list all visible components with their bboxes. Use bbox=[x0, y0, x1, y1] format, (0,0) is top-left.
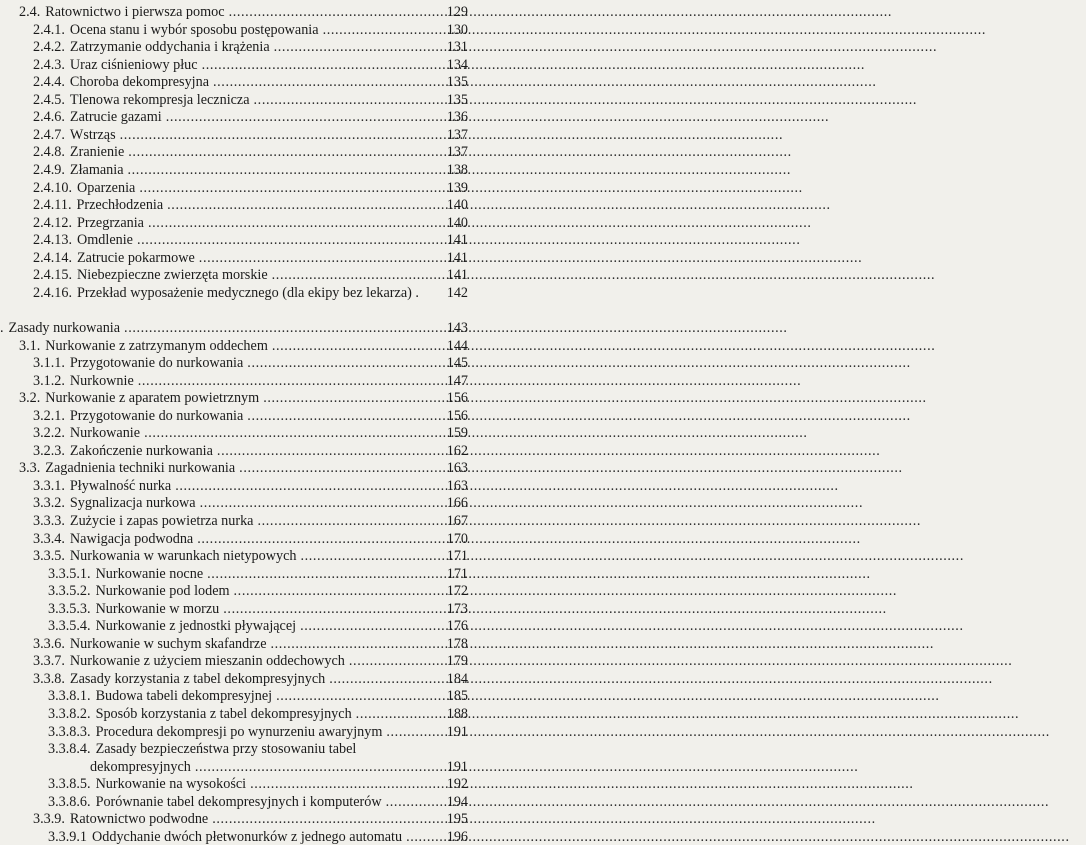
toc-entry-number: 2.4.11. bbox=[33, 197, 72, 214]
dot-leader bbox=[200, 495, 443, 511]
toc-entry-page: 194 bbox=[446, 793, 468, 810]
toc-entry-page: 163 bbox=[446, 460, 468, 477]
toc-entry-number: 3.3.9. bbox=[33, 811, 65, 828]
toc-entry-title: dekompresyjnych bbox=[90, 758, 191, 775]
toc-entry-title: Zasady nurkowania bbox=[8, 319, 121, 336]
toc-entry bbox=[33, 406, 468, 424]
toc-entry bbox=[48, 739, 468, 757]
dot-leader bbox=[199, 250, 443, 266]
dot-leader bbox=[300, 618, 443, 634]
dot-leader bbox=[254, 92, 443, 108]
toc-entry-number: 2.4.13. bbox=[33, 232, 73, 249]
toc-entry-page: 195 bbox=[446, 811, 468, 828]
toc-entry bbox=[19, 458, 468, 476]
toc-entry-page: 135 bbox=[446, 74, 468, 91]
toc-entry bbox=[33, 72, 468, 90]
toc-entry-number: 2.4.6. bbox=[33, 109, 65, 126]
toc-entry-page: 192 bbox=[446, 776, 468, 793]
toc-entry-page: 188 bbox=[446, 706, 468, 722]
toc-entry-number: 3.3.9.1 bbox=[48, 828, 88, 845]
toc-entry-page: 196 bbox=[446, 828, 468, 845]
dot-leader bbox=[148, 215, 443, 231]
dot-leader bbox=[239, 460, 443, 476]
dot-leader bbox=[386, 794, 443, 810]
toc-entry-title: Ratownictwo i pierwsza pomoc bbox=[45, 4, 225, 20]
toc-entry-title: Zużycie i zapas powietrza nurka bbox=[69, 513, 254, 529]
toc-entry bbox=[33, 353, 468, 371]
dot-leader bbox=[229, 4, 443, 20]
toc-entry-title: Omdlenie bbox=[77, 232, 133, 249]
toc-entry bbox=[33, 441, 468, 459]
dot-leader bbox=[247, 355, 443, 371]
toc-entry-title: Złamania bbox=[69, 162, 124, 178]
toc-entry-number: 2.4.10. bbox=[33, 179, 73, 196]
dot-leader bbox=[406, 829, 443, 845]
toc-entry bbox=[48, 581, 468, 599]
toc-entry-title: Zatrucie pokarmowe bbox=[77, 249, 195, 266]
toc-entry-number: 3.3.4. bbox=[33, 530, 65, 547]
toc-entry-page: 144 bbox=[446, 337, 468, 354]
toc-entry bbox=[33, 213, 468, 231]
dot-leader bbox=[202, 57, 443, 73]
dot-leader bbox=[195, 759, 443, 775]
toc-entry bbox=[33, 20, 468, 38]
dot-leader bbox=[349, 653, 443, 669]
dot-leader bbox=[128, 162, 444, 178]
toc-entry-page: 171 bbox=[446, 565, 468, 582]
toc-entry-title: Nawigacja podwodna bbox=[69, 530, 194, 547]
dot-leader bbox=[212, 811, 443, 827]
toc-entry-title: Zasady korzystania z tabel dekompresyjnych bbox=[69, 670, 326, 687]
toc-entry-number: 3.3.8. bbox=[33, 670, 65, 687]
toc-entry bbox=[48, 774, 468, 792]
toc-entry bbox=[33, 651, 468, 669]
dot-leader bbox=[386, 724, 443, 740]
dot-leader bbox=[356, 706, 443, 722]
toc-page bbox=[0, 0, 500, 845]
toc-entry-title: Nurkowanie z jednostki pływającej bbox=[95, 618, 297, 635]
toc-entry-title: Ratownictwo podwodne bbox=[69, 811, 209, 828]
toc-entry-page: 141 bbox=[446, 267, 468, 284]
toc-entry-page: 176 bbox=[446, 618, 468, 635]
toc-entry-number: 2.4. bbox=[19, 4, 41, 20]
toc-entry-page: 137 bbox=[446, 144, 468, 161]
dot-leader bbox=[124, 320, 443, 336]
toc-entry bbox=[33, 669, 468, 687]
toc-entry-page: 170 bbox=[446, 530, 468, 547]
toc-entry-page: 159 bbox=[446, 425, 468, 442]
toc-entry-title: Przegrzania bbox=[77, 214, 144, 231]
toc-entry-title: Ocena stanu i wybór sposobu postępowania bbox=[69, 21, 319, 38]
toc-entry-page: 147 bbox=[446, 372, 468, 389]
toc-entry bbox=[48, 827, 468, 845]
toc-entry bbox=[48, 564, 468, 582]
toc-entry-page: 130 bbox=[446, 21, 468, 38]
toc-entry-number: 3.3. bbox=[19, 460, 41, 477]
toc-entry bbox=[33, 55, 468, 73]
toc-entry-title: Sygnalizacja nurkowa bbox=[69, 495, 196, 512]
dot-leader bbox=[144, 425, 443, 441]
toc-entry bbox=[33, 809, 468, 827]
dot-leader bbox=[175, 478, 443, 494]
dot-leader bbox=[300, 548, 443, 564]
dot-leader bbox=[207, 566, 443, 582]
dot-leader bbox=[167, 197, 443, 213]
toc-entry-page: 185 bbox=[446, 688, 468, 705]
toc-entry-title: Zatrucie gazami bbox=[69, 109, 162, 126]
toc-entry-number: 2.4.14. bbox=[33, 249, 73, 266]
toc-entry bbox=[90, 757, 468, 775]
toc-entry bbox=[33, 160, 468, 178]
toc-entry bbox=[33, 283, 468, 301]
toc-entry bbox=[48, 616, 468, 634]
toc-entry-title: Uraz ciśnieniowy płuc bbox=[69, 56, 198, 73]
dot-leader bbox=[213, 74, 443, 90]
dot-leader bbox=[250, 776, 443, 792]
toc-entry-number: 3.2.2. bbox=[33, 425, 65, 442]
dot-leader bbox=[329, 671, 443, 687]
toc-entry-title: Nurkowanie nocne bbox=[95, 565, 204, 582]
dot-leader bbox=[276, 688, 443, 704]
toc-entry-title: Oddychanie dwóch płetwonurków z jednego automatu bbox=[92, 828, 403, 845]
toc-entry-page: 138 bbox=[446, 162, 468, 178]
dot-leader bbox=[197, 531, 443, 547]
dot-leader bbox=[217, 443, 443, 459]
toc-entry-number: 2.4.1. bbox=[33, 21, 65, 38]
toc-entry-page: 139 bbox=[446, 179, 468, 196]
toc-entry-page: 140 bbox=[446, 214, 468, 231]
toc-entry-title: Oparzenia bbox=[77, 179, 136, 196]
dot-leader bbox=[257, 513, 443, 529]
toc-entry-title: Nurkownie bbox=[69, 372, 134, 389]
toc-entry bbox=[33, 371, 468, 389]
toc-entry bbox=[33, 423, 468, 441]
toc-entry bbox=[19, 2, 468, 20]
toc-entry-page: 178 bbox=[446, 635, 468, 652]
toc-entry-title: Zakończenie nurkowania bbox=[69, 442, 213, 459]
toc-entry bbox=[33, 37, 468, 55]
dot-leader bbox=[247, 408, 443, 424]
toc-entry-title: Zranienie bbox=[69, 144, 125, 161]
toc-entry-number: 3.2.1. bbox=[33, 407, 65, 424]
toc-entry-number: 3.1. bbox=[19, 337, 41, 354]
toc-entry bbox=[33, 230, 468, 248]
toc-entry-page: 179 bbox=[446, 653, 468, 670]
toc-entry-number: 3.3.8.3. bbox=[48, 723, 91, 740]
toc-entry-page: 140 bbox=[446, 197, 468, 214]
dot-leader bbox=[223, 601, 443, 617]
toc-entry bbox=[33, 248, 468, 266]
toc-entry-number: 2.4.8. bbox=[33, 144, 65, 161]
toc-entry-page: 162 bbox=[446, 442, 468, 459]
dot-leader bbox=[272, 267, 443, 283]
toc-entry-number: 2.4.7. bbox=[33, 126, 65, 143]
toc-entry-number: . bbox=[0, 319, 4, 336]
toc-entry-number: 3.3.5.2. bbox=[48, 583, 91, 600]
toc-entry-number: 3.3.8.5. bbox=[48, 776, 91, 793]
toc-entry-number: 3.3.2. bbox=[33, 495, 65, 512]
toc-entry-number: 2.4.5. bbox=[33, 91, 65, 108]
toc-entry-number: 2.4.3. bbox=[33, 56, 65, 73]
toc-entry-title: Nurkowanie w morzu bbox=[95, 600, 220, 617]
toc-entry bbox=[33, 107, 468, 125]
toc-entry-number: 3.3.3. bbox=[33, 513, 65, 529]
toc-entry bbox=[33, 529, 468, 547]
toc-entry-page: 135 bbox=[446, 91, 468, 108]
toc-entry-title: Zasady bezpieczeństwa przy stosowaniu tabel bbox=[95, 741, 357, 758]
toc-entry-page: 171 bbox=[446, 548, 468, 565]
toc-entry-page: 166 bbox=[446, 495, 468, 512]
toc-entry-number: 3.2. bbox=[19, 390, 41, 407]
toc-entry-page: 129 bbox=[446, 4, 468, 20]
toc-entry-title: Nurkowanie z aparatem powietrznym bbox=[45, 390, 260, 407]
toc-entry bbox=[33, 195, 468, 213]
toc-entry-title: Budowa tabeli dekompresyjnej bbox=[95, 688, 273, 705]
toc-entry-number: 3.3.7. bbox=[33, 653, 65, 670]
dot-leader bbox=[234, 583, 443, 599]
toc-entry-page: 167 bbox=[446, 513, 468, 529]
toc-entry-number: 2.4.2. bbox=[33, 39, 65, 56]
toc-entry-number: 2.4.16. bbox=[33, 284, 73, 301]
toc-entry-number: 3.3.8.4. bbox=[48, 741, 91, 758]
toc-entry bbox=[33, 546, 468, 564]
toc-entry-title: Pływalność nurka bbox=[69, 477, 172, 494]
toc-entry-page: 156 bbox=[446, 407, 468, 424]
toc-entry-page: 131 bbox=[446, 39, 468, 56]
toc-entry-page: 191 bbox=[446, 723, 468, 740]
toc-entry-title: Zagadnienia techniki nurkowania bbox=[45, 460, 236, 477]
toc-entry-number: 3.3.5.1. bbox=[48, 565, 91, 582]
toc-entry-title: Choroba dekompresyjna bbox=[69, 74, 210, 91]
toc-entry-page: 142 bbox=[446, 284, 468, 301]
toc-entry-title: Nurkowania w warunkach nietypowych bbox=[69, 548, 297, 565]
toc-entry-title: Porównanie tabel dekompresyjnych i komputerów bbox=[95, 793, 382, 810]
toc-entry-page: 143 bbox=[446, 319, 468, 336]
toc-entry bbox=[48, 599, 468, 617]
toc-entry-number: 3.3.8.2. bbox=[48, 706, 91, 722]
toc-entry-title: Zatrzymanie oddychania i krążenia bbox=[69, 39, 270, 56]
toc-entry-title: Nurkowanie z zatrzymanym oddechem bbox=[45, 337, 268, 354]
toc-entry-title: Nurkowanie z użyciem mieszanin oddechowych bbox=[69, 653, 345, 670]
toc-entry-page: 184 bbox=[446, 670, 468, 687]
dot-leader bbox=[128, 144, 443, 160]
toc-entry-title: Przekład wyposażenie medycznego (dla ekipy bez lekarza) . bbox=[77, 284, 419, 301]
toc-entry-title: Sposób korzystania z tabel dekompresyjnych bbox=[95, 706, 352, 722]
dot-leader bbox=[272, 338, 443, 354]
toc-entry bbox=[33, 476, 468, 494]
toc-entry bbox=[48, 704, 468, 722]
toc-entry bbox=[33, 511, 468, 529]
toc-entry-page: 134 bbox=[446, 56, 468, 73]
toc-entry-number: 3.1.1. bbox=[33, 355, 65, 371]
toc-entry-title: Tlenowa rekompresja lecznicza bbox=[69, 91, 250, 108]
toc-entry bbox=[48, 792, 468, 810]
toc-entry-page: 145 bbox=[446, 355, 468, 371]
toc-entry-title: Nurkowanie na wysokości bbox=[95, 776, 247, 793]
toc-entry-page: 141 bbox=[446, 249, 468, 266]
toc-entry bbox=[33, 142, 468, 160]
toc-entry-title: Nurkowanie pod lodem bbox=[95, 583, 230, 600]
toc-entry-title: Wstrząs bbox=[69, 126, 116, 143]
toc-entry-title: Przygotowanie do nurkowania bbox=[69, 355, 244, 371]
dot-leader bbox=[263, 390, 443, 406]
dot-leader bbox=[166, 109, 443, 125]
dot-leader bbox=[271, 636, 443, 652]
toc-entry-number: 3.3.6. bbox=[33, 635, 65, 652]
toc-entry bbox=[33, 125, 468, 143]
toc-entry-number: 2.4.4. bbox=[33, 74, 65, 91]
toc-entry-number: 2.4.15. bbox=[33, 267, 73, 284]
toc-entry-number: 3.3.8.6. bbox=[48, 793, 91, 810]
toc-entry-page: 141 bbox=[446, 232, 468, 249]
toc-entry bbox=[33, 493, 468, 511]
toc-entry-page: 136 bbox=[446, 109, 468, 126]
toc-entry bbox=[0, 318, 468, 336]
toc-entry-page: 137 bbox=[446, 126, 468, 143]
toc-entry bbox=[48, 686, 468, 704]
toc-entry-number: 3.3.8.1. bbox=[48, 688, 91, 705]
toc-entry bbox=[19, 388, 468, 406]
toc-entry-page: 173 bbox=[446, 600, 468, 617]
toc-entry-number: 3.3.5.3. bbox=[48, 600, 91, 617]
dot-leader bbox=[138, 373, 443, 389]
toc-entry-number: 3.3.5.4. bbox=[48, 618, 91, 635]
dot-leader bbox=[137, 232, 443, 248]
dot-leader bbox=[139, 180, 443, 196]
toc-entry-title: Nurkowanie w suchym skafandrze bbox=[69, 635, 267, 652]
toc-entry bbox=[33, 90, 468, 108]
dot-leader bbox=[120, 127, 443, 143]
toc-entry bbox=[33, 178, 468, 196]
toc-entry-title: Przechłodzenia bbox=[76, 197, 164, 214]
dot-leader bbox=[274, 39, 443, 55]
toc-entry bbox=[19, 336, 468, 354]
dot-leader bbox=[323, 22, 443, 38]
toc-entry-page: 191 bbox=[446, 758, 468, 775]
toc-entry-number: 3.2.3. bbox=[33, 442, 65, 459]
toc-entry-page: 163 bbox=[446, 477, 468, 494]
toc-entry-number: 3.1.2. bbox=[33, 372, 65, 389]
toc-entry-number: 3.3.5. bbox=[33, 548, 65, 565]
toc-entry-title: Nurkowanie bbox=[69, 425, 141, 442]
toc-entry-title: Niebezpieczne zwierzęta morskie bbox=[77, 267, 268, 284]
toc-entry-number: 2.4.9. bbox=[33, 162, 65, 178]
toc-entry-title: Procedura dekompresji po wynurzeniu awaryjnym bbox=[95, 723, 383, 740]
toc-entry-page: 172 bbox=[446, 583, 468, 600]
toc-entry bbox=[33, 634, 468, 652]
toc-entry-title: Przygotowanie do nurkowania bbox=[69, 407, 244, 424]
toc-entry bbox=[33, 265, 468, 283]
toc-entry-number: 3.3.1. bbox=[33, 477, 65, 494]
toc-entry-number: 2.4.12. bbox=[33, 214, 73, 231]
toc-entry bbox=[48, 722, 468, 740]
toc-entry-page: 156 bbox=[446, 390, 468, 407]
